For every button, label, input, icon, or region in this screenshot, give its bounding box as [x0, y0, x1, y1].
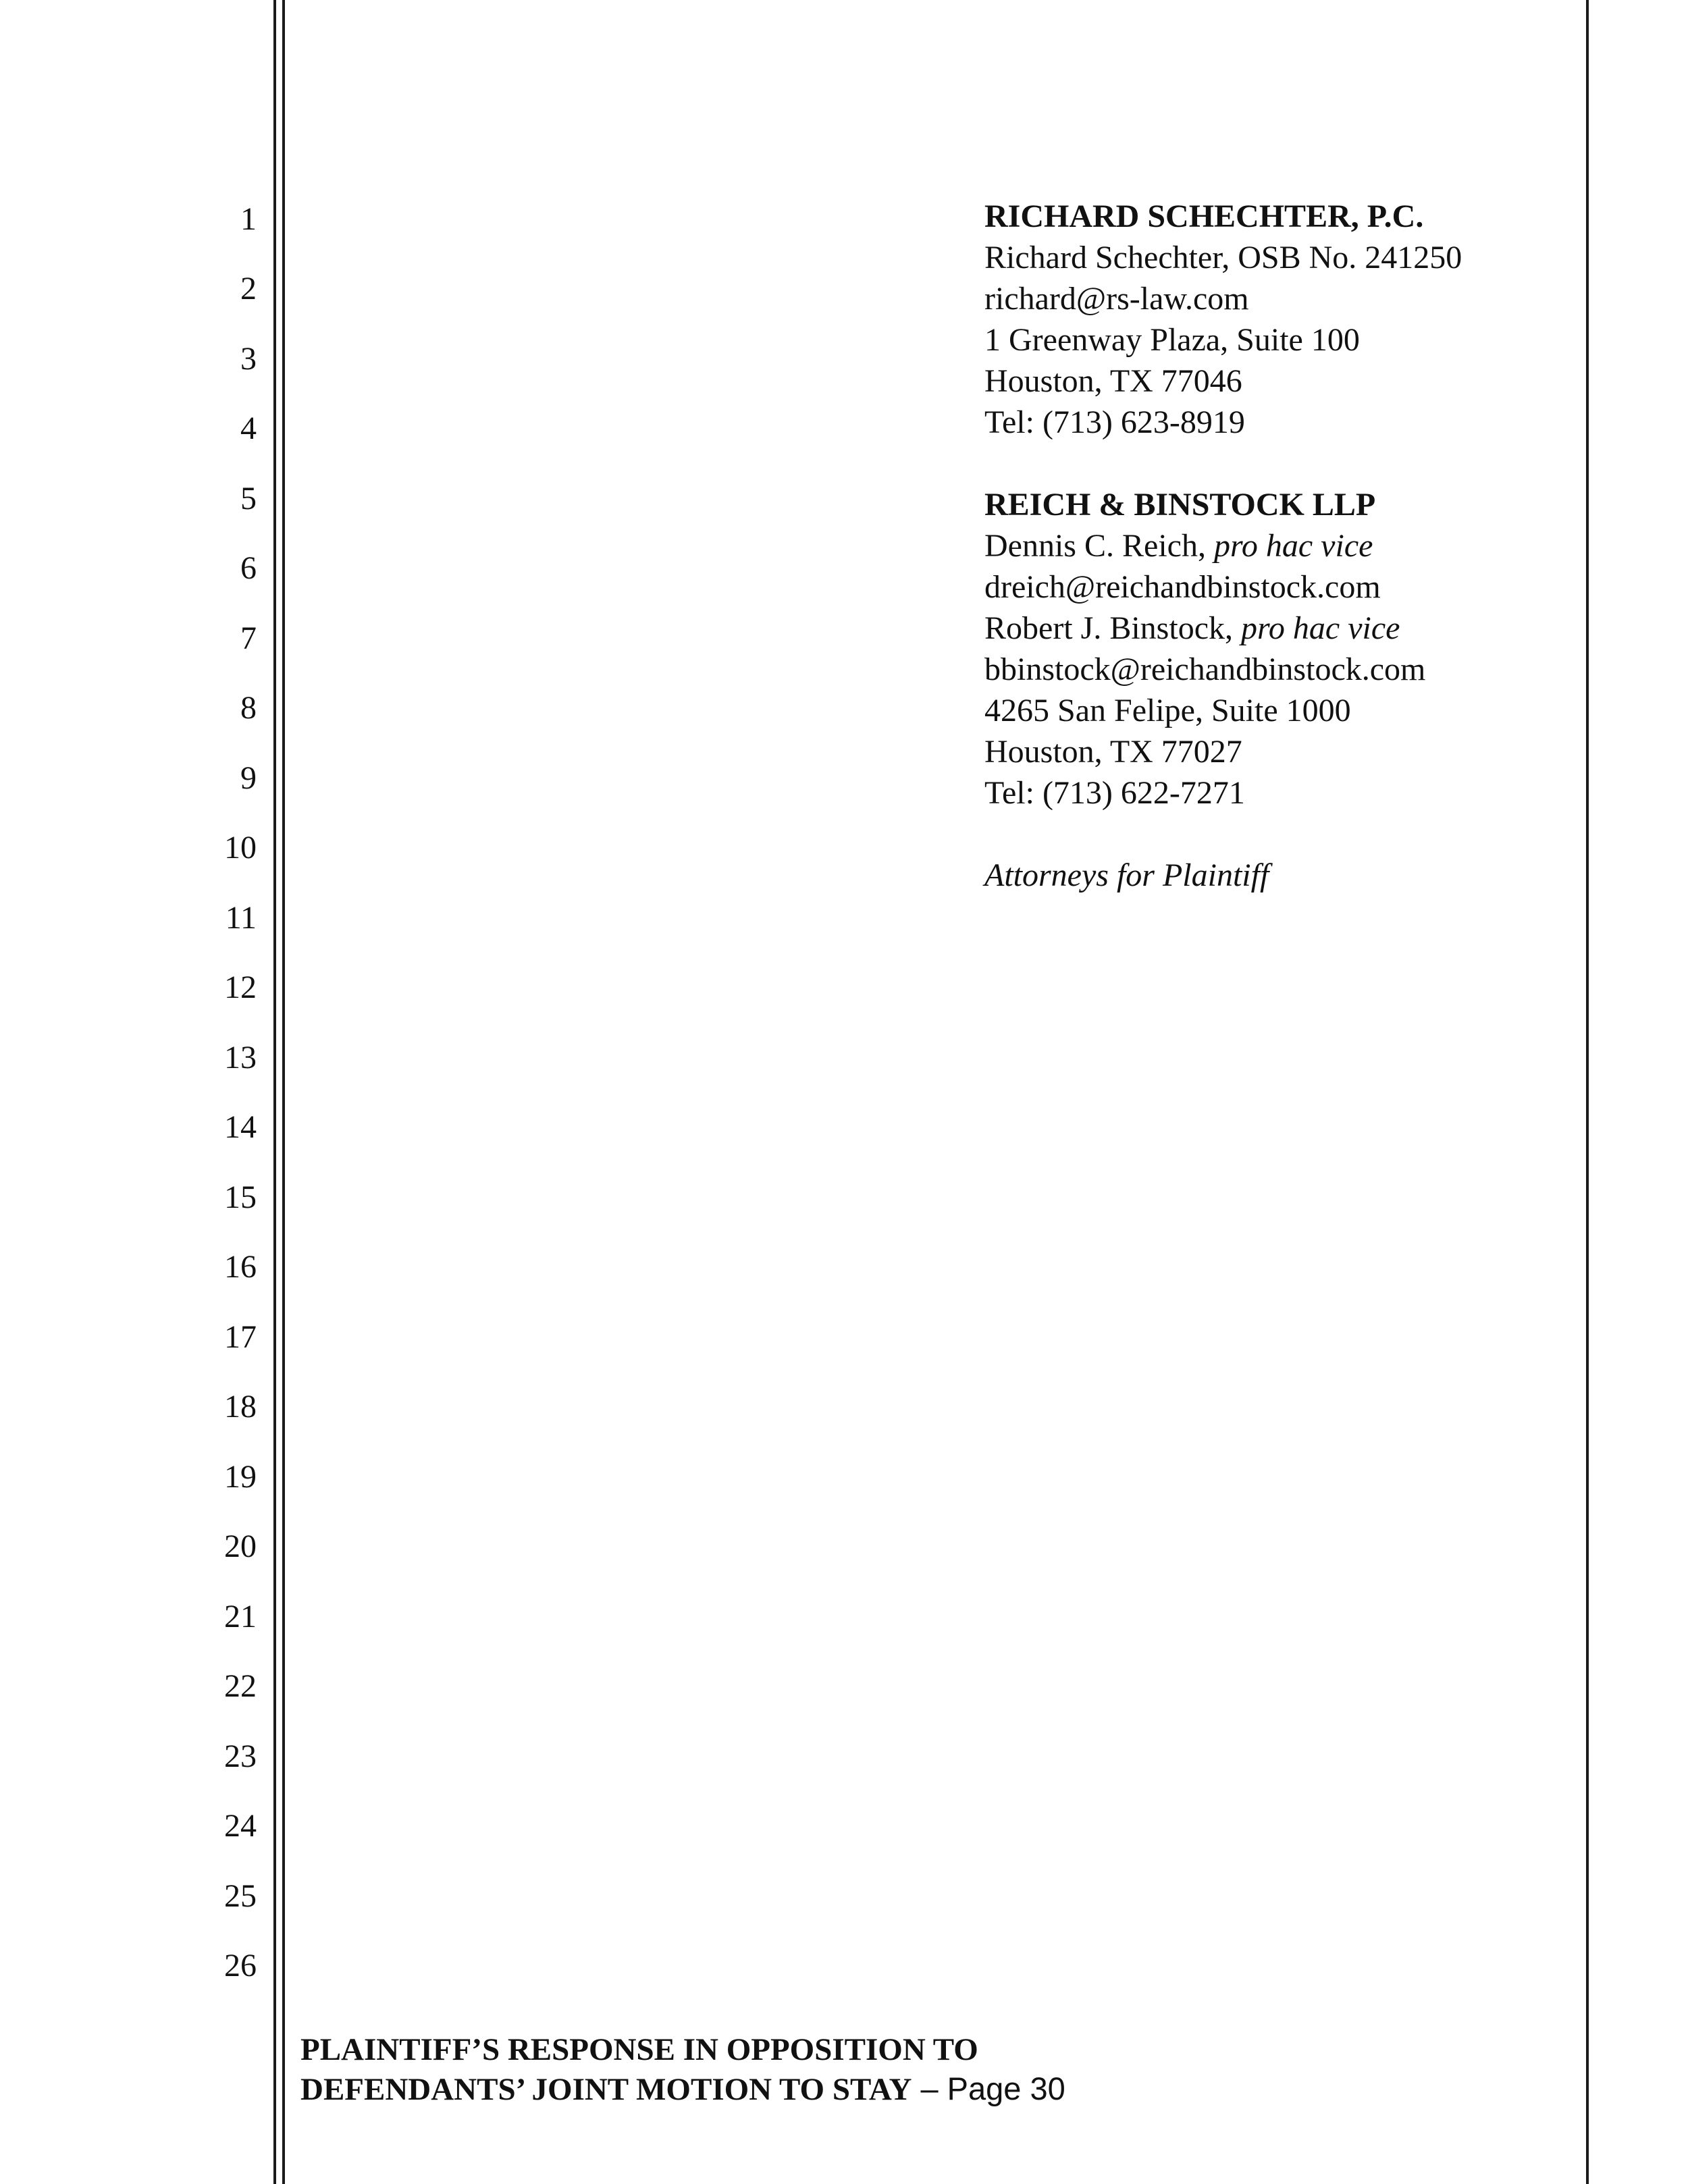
line-number: 9: [240, 760, 257, 796]
line-number: 16: [224, 1249, 257, 1285]
firm1-phone: Tel: (713) 623-8919: [984, 404, 1245, 440]
line-number: 20: [224, 1528, 257, 1564]
line-number: 23: [224, 1738, 257, 1774]
page-footer: [300, 2031, 1516, 2109]
line-number: 6: [240, 550, 257, 586]
line-number-column: [0, 0, 270, 2184]
line-number: 11: [225, 900, 257, 936]
footer-title-line2-text: DEFENDANTS’ JOINT MOTION TO STAY: [300, 2072, 912, 2107]
line-number: 10: [224, 830, 257, 865]
firm1-email: richard@rs-law.com: [984, 281, 1249, 317]
line-number: 15: [224, 1179, 257, 1215]
firm2-attorney2-status: pro hac vice: [1241, 610, 1400, 646]
footer-title-line1: PLAINTIFF’S RESPONSE IN OPPOSITION TO: [300, 2032, 978, 2067]
firm2-phone: Tel: (713) 622-7271: [984, 775, 1245, 811]
spacer: [984, 814, 1592, 855]
line-number: 7: [240, 620, 257, 656]
line-number: 8: [240, 690, 257, 726]
line-number: 1: [240, 201, 257, 237]
line-number: 21: [224, 1599, 257, 1634]
firm2-address-line1: 4265 San Felipe, Suite 1000: [984, 693, 1351, 728]
line-number: 14: [224, 1109, 257, 1145]
page-number: – Page 30: [912, 2071, 1065, 2106]
firm1-name: RICHARD SCHECHTER, P.C.: [984, 198, 1424, 234]
line-number: 19: [224, 1459, 257, 1495]
firm2-attorney1-email: dreich@reichandbinstock.com: [984, 569, 1381, 605]
footer-title-line2: [300, 2069, 1516, 2109]
spacer: [984, 443, 1592, 484]
line-number: 18: [224, 1389, 257, 1424]
firm2-attorney1-name: Dennis C. Reich,: [984, 528, 1214, 564]
line-number: 5: [240, 481, 257, 516]
signature-block: [984, 196, 1592, 896]
line-number: 2: [240, 271, 257, 307]
firm2-address-line2: Houston, TX 77027: [984, 734, 1242, 770]
line-number: 4: [240, 410, 257, 446]
firm2-name: REICH & BINSTOCK LLP: [984, 487, 1376, 523]
firm1-address-line2: Houston, TX 77046: [984, 363, 1242, 399]
left-margin-rule-inner: [282, 0, 285, 2184]
line-number: 26: [224, 1948, 257, 1983]
line-number: 17: [224, 1319, 257, 1355]
firm1-address-line1: 1 Greenway Plaza, Suite 100: [984, 322, 1360, 358]
firm2-attorney2: [984, 608, 1592, 649]
firm2-attorney1-status: pro hac vice: [1213, 528, 1373, 564]
line-number: 25: [224, 1878, 257, 1914]
line-number: 24: [224, 1808, 257, 1844]
line-number: 13: [224, 1040, 257, 1075]
attorneys-for-label: Attorneys for Plaintiff: [984, 857, 1269, 893]
firm2-attorney2-name: Robert J. Binstock,: [984, 610, 1241, 646]
firm2-attorney1: [984, 525, 1592, 566]
left-margin-rule-outer: [273, 0, 276, 2184]
firm1-attorney: Richard Schechter, OSB No. 241250: [984, 240, 1462, 275]
line-number: 22: [224, 1668, 257, 1704]
line-number: 12: [224, 969, 257, 1005]
firm2-attorney2-email: bbinstock@reichandbinstock.com: [984, 651, 1426, 687]
line-number: 3: [240, 341, 257, 377]
